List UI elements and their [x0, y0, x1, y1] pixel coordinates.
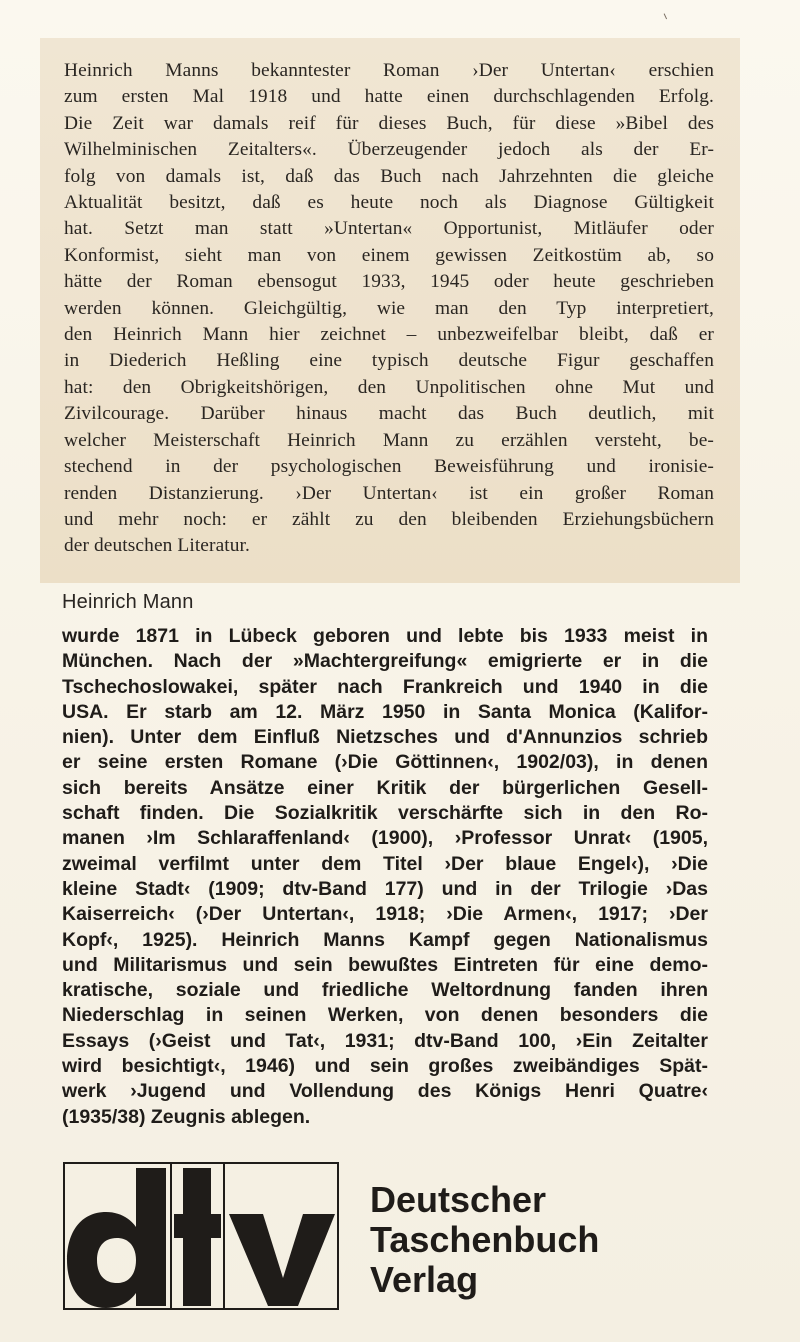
blurb-line: der deutschen Literatur. — [64, 535, 250, 557]
bio-line: Kaiserreich‹ (›Der Untertan‹, 1918; ›Die Armen‹, 1917; ›Der — [62, 903, 708, 926]
author-biography — [62, 624, 708, 1130]
bio-line: kleine Stadt‹ (1909; dtv-Band 177) und in der Trilogie ›Das — [62, 877, 708, 900]
blurb-line: werden können. Gleichgültig, wie man den Typ interpretiert, — [64, 297, 714, 319]
blurb-line: Zivilcourage. Darüber hinaus macht das Buch deutlich, mit — [64, 403, 714, 425]
bio-line: und Militarismus und sein bewußtes Eintreten für eine demo- — [62, 953, 708, 976]
bio-line: USA. Er starb am 12. März 1950 in Santa Monica (Kalifor- — [62, 700, 708, 723]
author-heading: Heinrich Mann — [62, 591, 194, 613]
blurb-line: und mehr noch: er zählt zu den bleibenden Erziehungsbüchern — [64, 508, 714, 530]
bio-line: werk ›Jugend und Vollendung des Königs Henri Quatre‹ — [62, 1080, 708, 1103]
blurb-line: hat. Setzt man statt »Untertan« Opportunist, Mitläufer oder — [64, 218, 714, 240]
blurb-line: hätte der Roman ebensogut 1933, 1945 oder heute geschrieben — [64, 271, 714, 293]
dtv-logo — [63, 1162, 339, 1310]
publisher-line: Verlag — [370, 1259, 479, 1300]
blurb-line: den Heinrich Mann hier zeichnet – unbezweifelbar bleibt, daß er — [64, 324, 714, 346]
publisher-line: Deutscher — [370, 1179, 547, 1220]
blurb-line: stechend in der psychologischen Beweisführung und ironisie- — [64, 456, 714, 478]
bio-line: München. Nach der »Machtergreifung« emigrierte er in die — [62, 650, 708, 673]
bio-line: zweimal verfilmt unter dem Titel ›Der blaue Engel‹), ›Die — [62, 852, 708, 875]
blurb-line: Wilhelminischen Zeitalters«. Überzeugender jedoch als der Er- — [64, 139, 714, 161]
bio-line: schaft finden. Die Sozialkritik verschärfte sich in den Ro- — [62, 802, 708, 825]
blurb-line: zum ersten Mal 1918 und hatte einen durchschlagenden Erfolg. — [64, 86, 714, 108]
bio-line: Tschechoslowakei, später nach Frankreich und 1940 in die — [62, 675, 708, 698]
corner-mark — [661, 13, 667, 20]
blurb-line: Konformist, sieht man von einem gewissen Zeitkostüm ab, so — [64, 244, 714, 266]
publisher-name — [370, 1180, 599, 1300]
blurb-panel — [40, 38, 740, 583]
blurb-text — [64, 58, 714, 560]
bio-line: nien). Unter dem Einfluß Nietzsches und d'Annunzios schrieb — [62, 726, 708, 749]
bio-line: (1935/38) Zeugnis ablegen. — [62, 1105, 311, 1128]
bio-line: wurde 1871 in Lübeck geboren und lebte bis 1933 meist in — [62, 625, 708, 647]
blurb-line: Heinrich Manns bekanntester Roman ›Der Untertan‹ erschien — [64, 60, 714, 81]
bio-line: Niederschlag in seinen Werken, von denen besonders die — [62, 1004, 708, 1027]
bio-line: manen ›Im Schlaraffenland‹ (1900), ›Professor Unrat‹ (1905, — [62, 827, 708, 850]
blurb-line: Die Zeit war damals reif für dieses Buch, für diese »Bibel des — [64, 112, 714, 134]
blurb-line: folg von damals ist, daß das Buch nach Jahrzehnten die gleiche — [64, 165, 714, 187]
blurb-line: welcher Meisterschaft Heinrich Mann zu erzählen versteht, be- — [64, 429, 714, 451]
bio-line: Essays (›Geist und Tat‹, 1931; dtv-Band 100, ›Ein Zeitalter — [62, 1029, 708, 1052]
publisher-line: Taschenbuch — [370, 1219, 600, 1260]
bio-line: kratische, soziale und friedliche Weltordnung fanden ihren — [62, 979, 708, 1002]
blurb-line: hat: den Obrigkeitshörigen, den Unpolitischen ohne Mut und — [64, 376, 714, 398]
blurb-line: in Diederich Heßling eine typisch deutsche Figur geschaffen — [64, 350, 714, 372]
bio-line: wird besichtigt‹, 1946) und sein großes zweibändiges Spät- — [62, 1055, 708, 1078]
blurb-line: renden Distanzierung. ›Der Untertan‹ ist ein großer Roman — [64, 482, 714, 504]
bio-line: er seine ersten Romane (›Die Göttinnen‹, 1902/03), in denen — [62, 751, 708, 774]
bio-line: Kopf‹, 1925). Heinrich Manns Kampf gegen Nationalismus — [62, 928, 708, 951]
bio-line: sich bereits Ansätze einer Kritik der bürgerlichen Gesell- — [62, 776, 708, 799]
blurb-line: Aktualität besitzt, daß es heute noch als Diagnose Gültigkeit — [64, 192, 714, 214]
